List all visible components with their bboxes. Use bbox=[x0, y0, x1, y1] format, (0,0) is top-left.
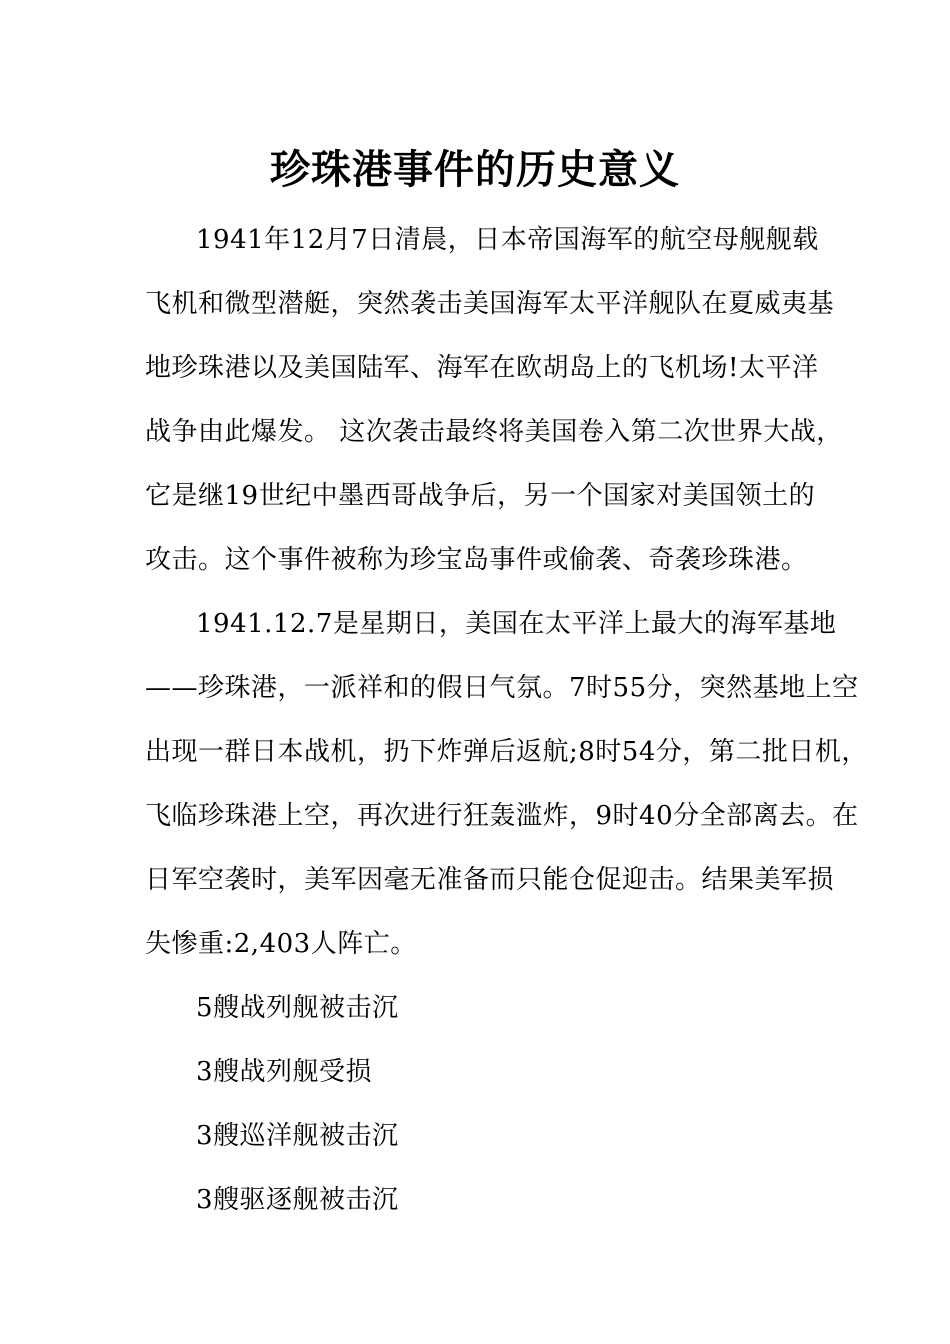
paragraph-2-line-2: ——珍珠港，一派祥和的假日气氛。7时55分，突然基地上空 bbox=[145, 673, 859, 703]
paragraph-1-line-5: 它是继19世纪中墨西哥战争后，另一个国家对美国领土的 bbox=[145, 481, 816, 511]
paragraph-2-line-1: 1941.12.7是星期日，美国在太平洋上最大的海军基地 bbox=[196, 609, 837, 639]
document-title: 珍珠港事件的历史意义 bbox=[270, 147, 680, 193]
loss-item: 3艘驱逐舰被击沉 bbox=[196, 1185, 399, 1215]
paragraph-2-line-4: 飞临珍珠港上空，再次进行狂轰滥炸，9时40分全部离去。在 bbox=[145, 801, 859, 831]
paragraph-1-line-1: 1941年12月7日清晨，日本帝国海军的航空母舰舰载 bbox=[196, 225, 819, 255]
paragraph-1-line-4: 战争由此爆发。 这次袭击最终将美国卷入第二次世界大战， bbox=[145, 417, 843, 447]
paragraph-2-line-6: 失惨重:2,403人阵亡。 bbox=[145, 929, 417, 959]
paragraph-2-line-3: 出现一群日本战机，扔下炸弹后返航;8时54分，第二批日机， bbox=[145, 737, 868, 767]
paragraph-2-line-5: 日军空袭时，美军因毫无准备而只能仓促迎击。结果美军损 bbox=[145, 865, 835, 895]
paragraph-1-line-2: 飞机和微型潜艇，突然袭击美国海军太平洋舰队在夏威夷基 bbox=[145, 289, 835, 319]
loss-item: 3艘巡洋舰被击沉 bbox=[196, 1121, 399, 1151]
loss-item: 3艘战列舰受损 bbox=[196, 1057, 373, 1087]
loss-item: 5艘战列舰被击沉 bbox=[196, 993, 399, 1023]
paragraph-1-line-6: 攻击。这个事件被称为珍宝岛事件或偷袭、奇袭珍珠港。 bbox=[145, 545, 808, 575]
paragraph-1-line-3: 地珍珠港以及美国陆军、海军在欧胡岛上的飞机场!太平洋 bbox=[145, 353, 819, 383]
